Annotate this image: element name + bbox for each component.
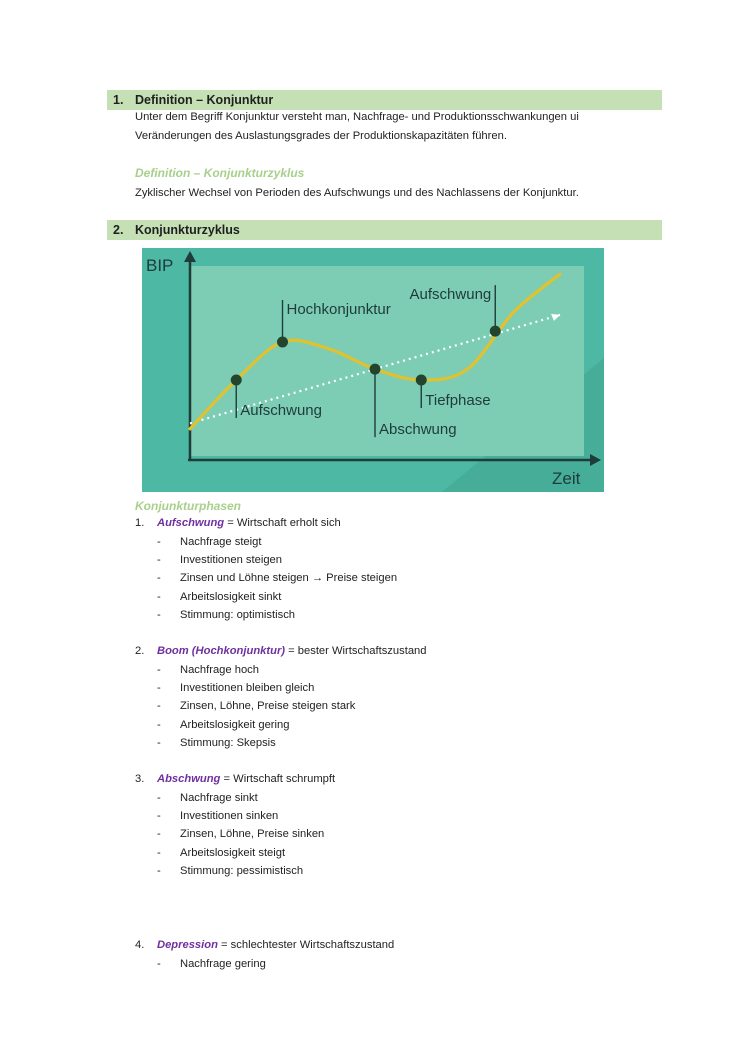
cycle-definition-heading: Definition – Konjunkturzyklus	[135, 166, 305, 180]
bullet-dash: -	[157, 718, 161, 731]
cycle-definition-text: Zyklischer Wechsel von Perioden des Aufschwungs und des Nachlassens der Konjunktur.	[135, 187, 579, 199]
phase-title	[135, 939, 635, 955]
phase-point-label: Abschwung	[379, 421, 457, 439]
bullet-text: Zinsen und Löhne steigen → Preise steigen	[180, 572, 398, 585]
section-2-number: 2.	[113, 223, 124, 237]
bullet-dash: -	[157, 810, 161, 823]
phase-number: 2.	[135, 645, 145, 657]
phase-bullet	[157, 810, 607, 826]
phase-point-label: Tiefphase	[425, 392, 491, 409]
phase-point-label: Aufschwung	[240, 402, 322, 419]
section-1-title: Definition – Konjunktur	[135, 93, 274, 107]
bullet-dash: -	[157, 736, 161, 749]
phase-point	[277, 337, 288, 348]
bullet-dash: -	[157, 536, 161, 548]
phase-bullet	[157, 700, 607, 716]
phase-point	[416, 375, 427, 386]
definition-line-2: Veränderungen des Auslastungsgrades der Produktionskapazitäten führen.	[135, 130, 507, 142]
phase-bullet	[157, 792, 607, 808]
phase-bullet	[157, 958, 607, 974]
phase-keyword: Abschwung = Wirtschaft schrumpft	[157, 773, 336, 785]
phase-point	[231, 375, 242, 386]
bullet-text: Nachfrage hoch	[180, 664, 259, 676]
phase-title	[135, 517, 635, 533]
bullet-text: Nachfrage steigt	[180, 536, 262, 548]
bullet-text: Investitionen bleiben gleich	[180, 682, 315, 695]
phase-description: = schlechtester Wirtschaftszustand	[217, 939, 395, 951]
phase-point	[370, 364, 381, 375]
phases-heading: Konjunkturphasen	[135, 499, 242, 513]
phase-bullet	[157, 828, 607, 844]
phase-description: = Wirtschaft erholt sich	[224, 517, 341, 529]
bullet-dash: -	[157, 792, 161, 804]
phase-bullet	[157, 737, 607, 753]
phase-title	[135, 773, 635, 789]
bullet-dash: -	[157, 700, 161, 713]
phase-bullet	[157, 536, 607, 552]
section-2-heading	[107, 220, 662, 240]
phase-description: = Wirtschaft schrumpft	[220, 773, 336, 785]
phase-point-label: Hochkonjunktur	[286, 301, 391, 318]
phase-keyword: Aufschwung = Wirtschaft erholt sich	[157, 517, 341, 529]
y-axis-label: BIP	[146, 256, 174, 275]
phase-bullet	[157, 664, 607, 680]
bullet-text: Stimmung: pessimistisch	[180, 864, 304, 877]
phase-keyword: Depression = schlechtester Wirtschaftszustand	[157, 939, 395, 951]
business-cycle-chart	[142, 248, 604, 492]
phase-bullet	[157, 554, 607, 570]
phase-bullet	[157, 865, 607, 881]
phase-bullet	[157, 847, 607, 863]
phase-title	[135, 645, 635, 661]
phase-point-label: Aufschwung	[409, 286, 492, 304]
phase-bullet	[157, 572, 607, 588]
x-axis-label: Zeit	[552, 469, 581, 488]
bullet-dash: -	[157, 864, 161, 877]
bullet-text: Stimmung: optimistisch	[180, 608, 296, 621]
phase-bullet	[157, 682, 607, 698]
section-1-heading	[107, 90, 662, 110]
bullet-text: Arbeitslosigkeit gering	[180, 718, 290, 731]
bullet-dash: -	[157, 846, 161, 859]
phase-bullet	[157, 609, 607, 625]
phase-number: 1.	[135, 517, 145, 529]
section-2-title: Konjunkturzyklus	[135, 223, 240, 237]
section-1-number: 1.	[113, 93, 124, 107]
bullet-dash: -	[157, 958, 161, 970]
phase-bullet	[157, 719, 607, 735]
phase-description: = bester Wirtschaftszustand	[285, 645, 427, 657]
bullet-text: Zinsen, Löhne, Preise sinken	[180, 828, 325, 841]
bullet-text: Stimmung: Skepsis	[180, 736, 276, 749]
phase-number: 4.	[135, 939, 145, 951]
bullet-text: Arbeitslosigkeit sinkt	[180, 590, 282, 603]
bullet-dash: -	[157, 590, 161, 603]
bullet-dash: -	[157, 572, 161, 585]
bullet-text: Zinsen, Löhne, Preise steigen stark	[180, 700, 356, 713]
phase-point	[490, 326, 501, 337]
definition-line-1: Unter dem Begriff Konjunktur versteht man, Nachfrage- und Produktionsschwankungen ui	[135, 111, 579, 123]
bullet-text: Investitionen steigen	[180, 554, 282, 567]
bullet-text: Nachfrage sinkt	[180, 792, 258, 804]
bullet-dash: -	[157, 682, 161, 695]
bullet-text: Investitionen sinken	[180, 810, 279, 823]
bullet-dash: -	[157, 608, 161, 621]
phase-bullet	[157, 591, 607, 607]
phase-keyword: Boom (Hochkonjunktur) = bester Wirtschaftszustand	[157, 645, 427, 657]
bullet-text: Arbeitslosigkeit steigt	[180, 846, 286, 859]
bullet-dash: -	[157, 664, 161, 676]
bullet-dash: -	[157, 828, 161, 841]
bullet-text: Nachfrage gering	[180, 958, 266, 970]
phase-number: 3.	[135, 773, 145, 785]
bullet-dash: -	[157, 554, 161, 567]
